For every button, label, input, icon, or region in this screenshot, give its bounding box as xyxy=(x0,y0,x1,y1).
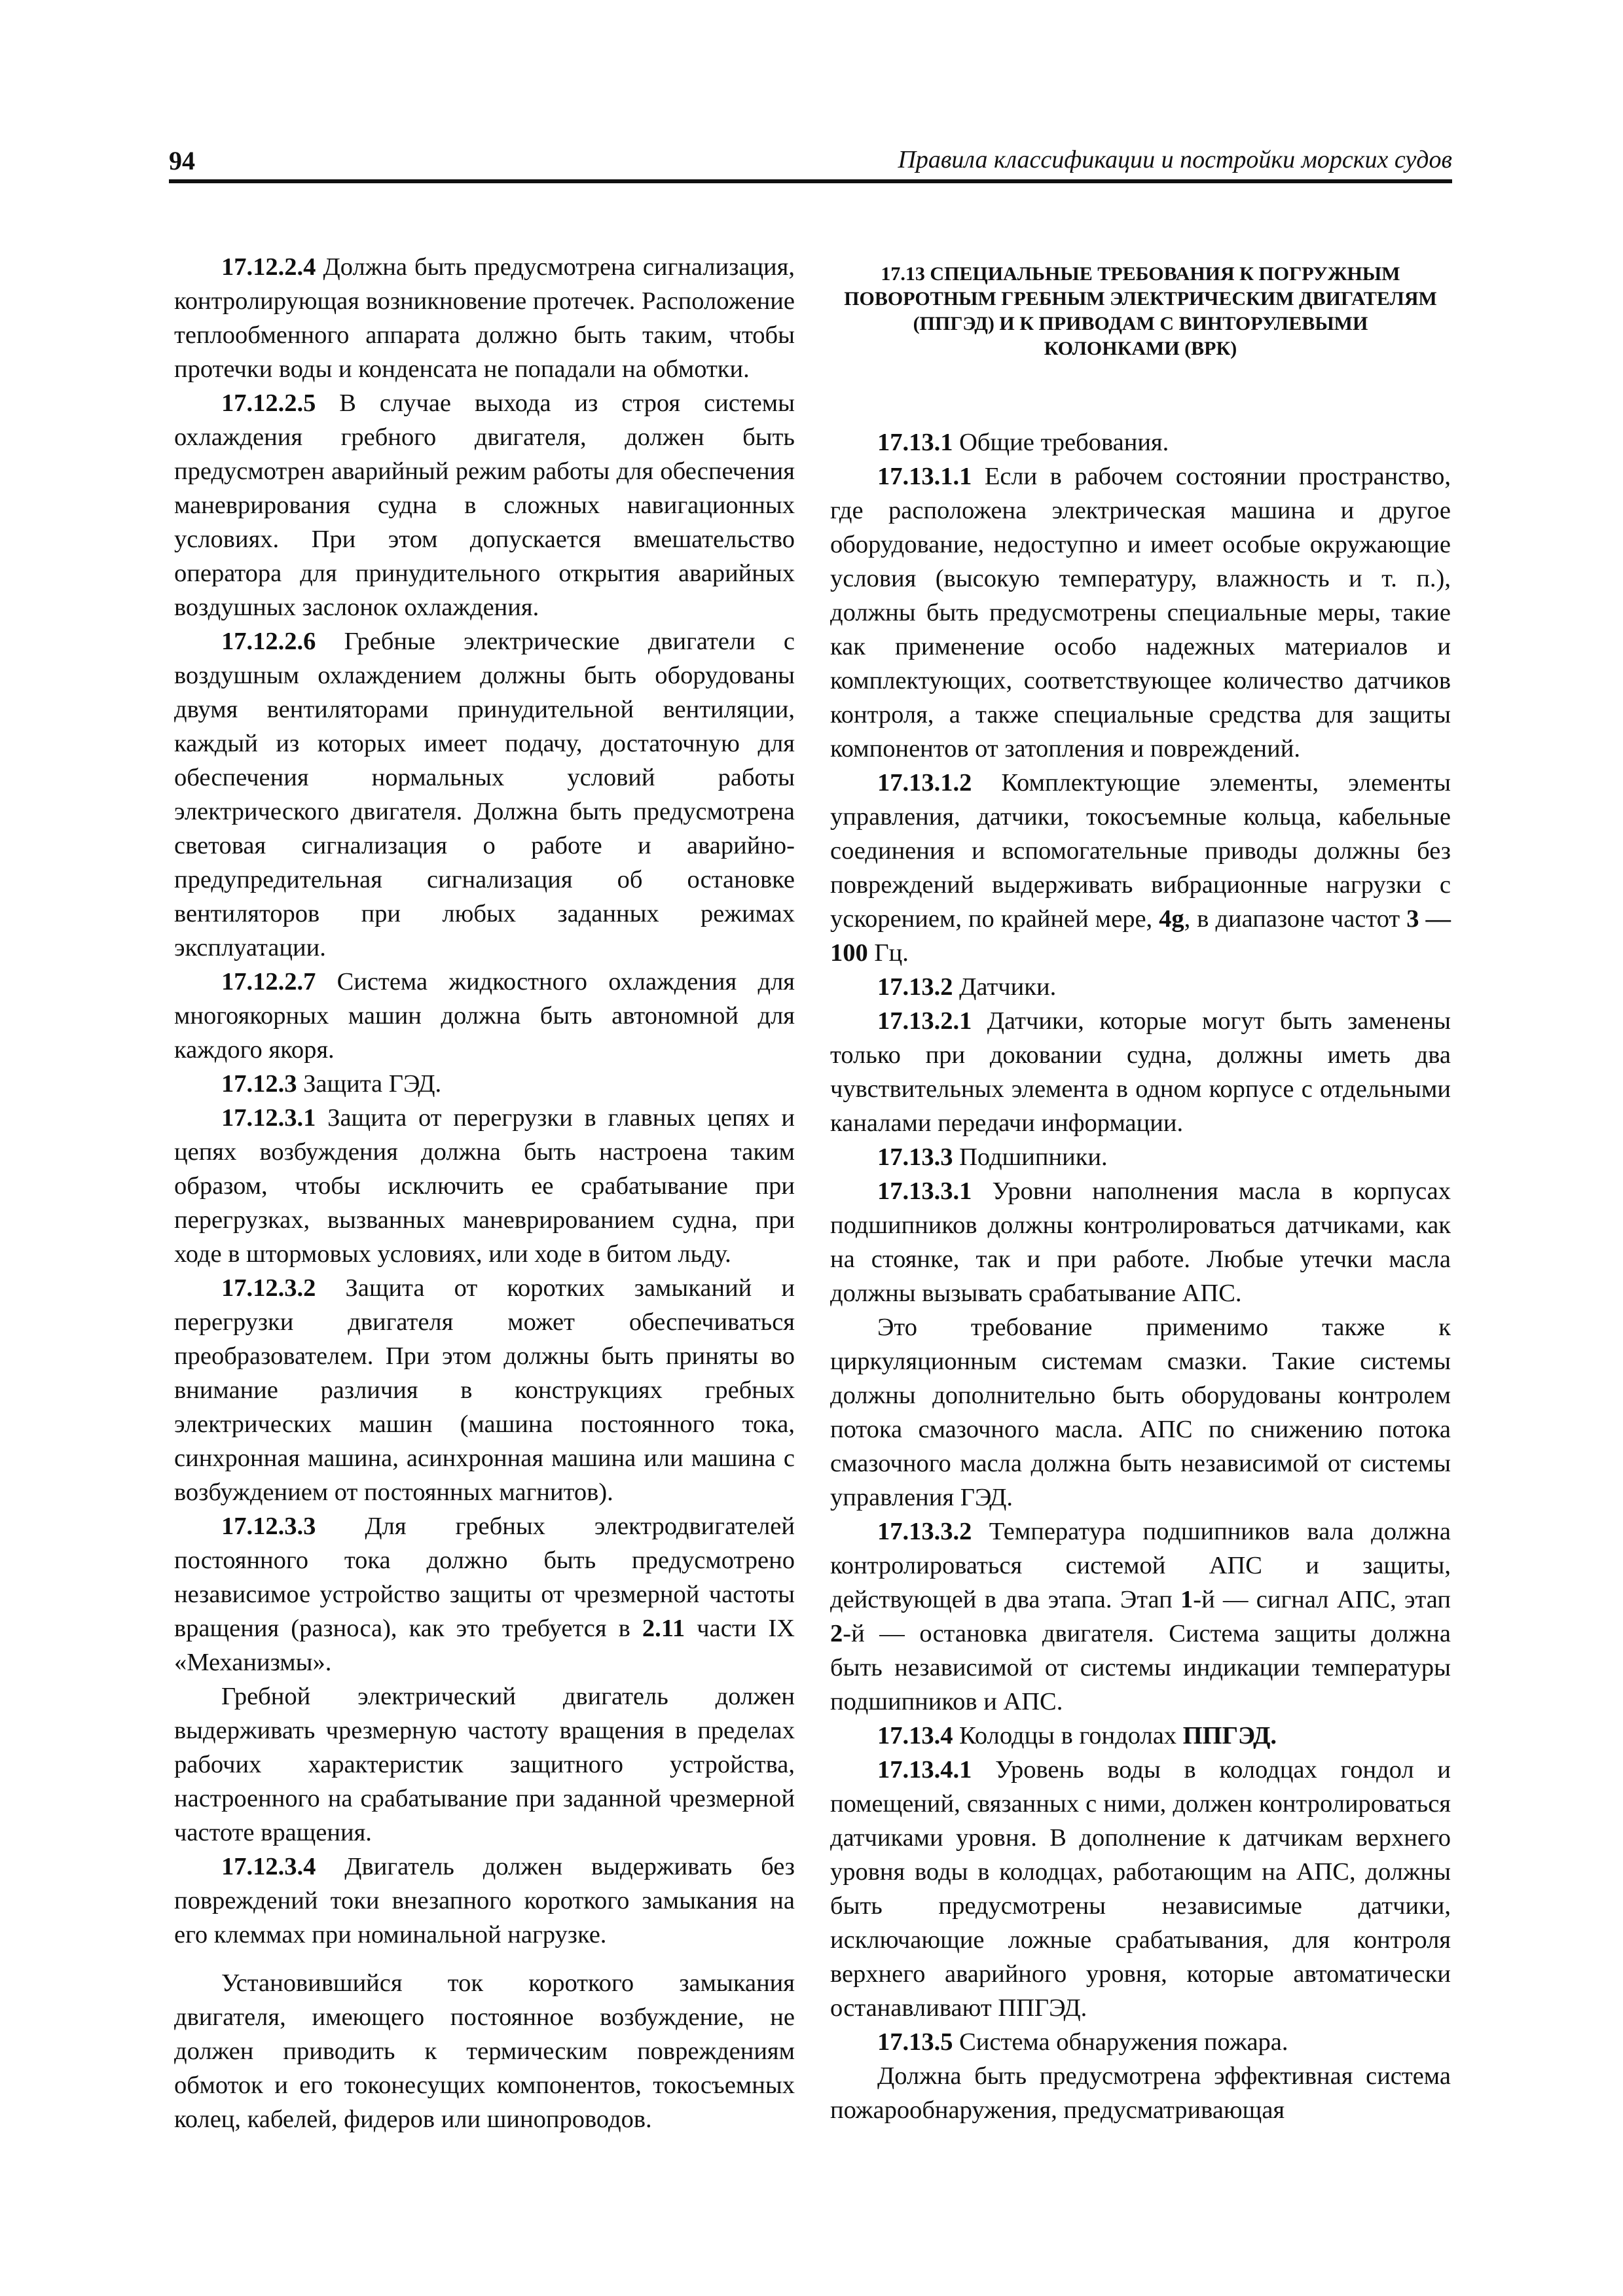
stage-number: 1 xyxy=(1180,1586,1194,1613)
clause-number: 17.12.2.7 xyxy=(221,968,316,996)
clause-text: Уровень воды в колодцах гондол и помещений, связанных с ними, должен контролироваться датчиками уровня. В дополнение к датчикам верхнего уровня воды в колодцах, работающим на АПС, должны быть предусмотрены независимые датчики, исключающие ложные срабатывания, для контроля верхнего аварийного уровня, которые автоматически останавливают ППГЭД. xyxy=(830,1756,1451,2022)
paragraph-17-12-2-6 xyxy=(174,624,795,965)
clause-text: Двигатель должен выдерживать без повреждений токи внезапного короткого замыкания на его клеммах при номинальной нагрузке. xyxy=(174,1853,795,1948)
clause-number: 17.13.1.1 xyxy=(877,463,972,490)
paragraph-17-13-4-1 xyxy=(830,1753,1451,2025)
clause-text: , в диапазоне частот xyxy=(1184,905,1407,933)
paragraph-17-13-3-2 xyxy=(830,1515,1451,1719)
paragraph-17-13-5 xyxy=(830,2025,1451,2059)
clause-number: 17.12.3.4 xyxy=(221,1853,316,1880)
paragraph-fire-detection: Должна быть предусмотрена эффективная система пожарообнаружения, предусматривающая xyxy=(830,2062,1451,2124)
clause-text: части IX «Механизмы». xyxy=(174,1615,795,1676)
paragraph-17-12-3-3 xyxy=(174,1509,795,1679)
clause-text: Уровни наполнения масла в корпусах подшипников должны контролироваться датчиками, как на стоянке, так и при работе. Любые утечки масла должны вызывать срабатывание АПС. xyxy=(830,1177,1451,1307)
clause-text: Гц. xyxy=(867,939,909,967)
clause-text: -й — остановка двигателя. Система защиты должна быть независимой от системы индикации температуры подшипников и АПС. xyxy=(830,1620,1451,1715)
clause-number: 17.13.4.1 xyxy=(877,1756,972,1784)
paragraph-17-13-2-1 xyxy=(830,1004,1451,1140)
paragraph-17-12-3 xyxy=(174,1067,795,1101)
clause-text: Если в рабочем состоянии пространство, где расположена электрическая машина и другое оборудование, недоступно и имеет особые окружающие условия (высокую температуру, влажность и т. п.), должны быть предусмотрены специальные меры, такие как применение особо надежных материалов и комплектующих, соответствующее количество датчиков контроля, а также специальные средства для защиты компонентов от затопления и повреждений. xyxy=(830,463,1451,762)
paragraph-17-13-1-1 xyxy=(830,459,1451,766)
clause-number: 17.13.5 xyxy=(877,2028,953,2056)
paragraph-17-12-3-4 xyxy=(174,1850,795,1952)
paragraph-17-13-3 xyxy=(830,1140,1451,1174)
clause-number: 17.13.1 xyxy=(877,429,953,456)
paragraph-17-12-2-7 xyxy=(174,965,795,1067)
clause-text: Общие требования. xyxy=(953,429,1169,456)
left-column xyxy=(174,250,795,2136)
clause-number: 17.13.3.2 xyxy=(877,1518,972,1545)
paragraph-propulsion-motor-overspeed: Гребной электрический двигатель должен выдерживать чрезмерную частоту вращения в пределах рабочих характеристик защитного устройства, настроенного на срабатывание при заданной чрезмерной частоте вращения. xyxy=(174,1683,795,1846)
clause-text: Колодцы в гондолах xyxy=(953,1722,1183,1749)
paragraph-17-13-4 xyxy=(830,1719,1451,1753)
paragraph-17-12-3-2 xyxy=(174,1271,795,1509)
clause-text: Должна быть предусмотрена сигнализация, контролирующая возникновение протечек. Расположение теплообменного аппарата должно быть таким, чтобы протечки воды и конденсата не попадали на обмотки. xyxy=(174,253,795,383)
clause-number: 17.12.3.3 xyxy=(221,1513,316,1540)
clause-text-bold: ППГЭД. xyxy=(1182,1722,1277,1749)
paragraph-17-13-2 xyxy=(830,970,1451,1004)
clause-number: 17.12.3 xyxy=(221,1070,297,1098)
clause-text: В случае выхода из строя системы охлаждения гребного двигателя, должен быть предусмотрен аварийный режим работы для обеспечения маневрирования судна в сложных навигационных условиях. При этом допускается вмешательство оператора для принудительного открытия аварийных воздушных заслонок охлаждения. xyxy=(174,389,795,621)
clause-number: 17.12.3.1 xyxy=(221,1104,316,1132)
paragraph-circulating-lubrication: Это требование применимо также к циркуляционным системам смазки. Такие системы должны дополнительно быть оборудованы контролем потока смазочного масла. АПС по снижению потока смазочного масла должна быть независимой от системы управления ГЭД. xyxy=(830,1314,1451,1511)
paragraph-17-13-1 xyxy=(830,425,1451,459)
cross-reference: 2.11 xyxy=(642,1615,685,1642)
clause-text: Защита ГЭД. xyxy=(297,1070,442,1098)
clause-number: 17.13.2.1 xyxy=(877,1007,972,1035)
clause-number: 17.13.3 xyxy=(877,1143,953,1171)
clause-text: Гребные электрические двигатели с воздушным охлаждением должны быть оборудованы двумя вентиляторами принудительной вентиляции, каждый из которых имеет подачу, достаточную для обеспечения нормальных условий работы электрического двигателя. Должна быть предусмотрена световая сигнализация о работе и аварийно-предупредительная сигнализация об остановке вентиляторов при любых заданных режимах эксплуатации. xyxy=(174,628,795,961)
page-number: 94 xyxy=(169,146,195,175)
acceleration-value: 4g xyxy=(1159,905,1184,933)
clause-text: Датчики, которые могут быть заменены только при доковании судна, должны иметь два чувствительных элемента в одном корпусе с отдельными каналами передачи информации. xyxy=(830,1007,1451,1137)
section-title-17-13: 17.13 СПЕЦИАЛЬНЫЕ ТРЕБОВАНИЯ К ПОГРУЖНЫМ ПОВОРОТНЫМ ГРЕБНЫМ ЭЛЕКТРИЧЕСКИМ ДВИГАТЕЛЯМ (ППГЭД) И К ПРИВОДАМ С ВИНТОРУЛЕВЫМИ КОЛОНКАМИ (ВРК) xyxy=(844,263,1437,359)
running-title: Правила классификации и постройки морских судов xyxy=(898,146,1452,173)
clause-number: 17.13.3.1 xyxy=(877,1177,972,1205)
clause-number: 17.12.2.5 xyxy=(221,389,316,417)
paragraph-17-12-2-4 xyxy=(174,250,795,386)
clause-text: Защита от перегрузки в главных цепях и цепях возбуждения должна быть настроена таким образом, чтобы исключить ее срабатывание при перегрузках, вызванных маневрированием судна, при ходе в штормовых условиях, или ходе в битом льду. xyxy=(174,1104,795,1268)
paragraph-17-13-3-1 xyxy=(830,1174,1451,1310)
right-column xyxy=(830,250,1451,2127)
clause-number: 17.12.2.6 xyxy=(221,628,316,655)
clause-text: Система обнаружения пожара. xyxy=(953,2028,1288,2056)
clause-text: Подшипники. xyxy=(953,1143,1108,1171)
clause-number: 17.13.1.2 xyxy=(877,769,972,797)
paragraph-17-12-2-5 xyxy=(174,386,795,624)
paragraph-steady-short-circuit: Установившийся ток короткого замыкания двигателя, имеющего постоянное возбуждение, не должен приводить к термическим повреждениям обмоток и его токонесущих компонентов, токосъемных колец, кабелей, фидеров или шинопроводов. xyxy=(174,1969,795,2133)
clause-text: Система жидкостного охлаждения для многоякорных машин должна быть автономной для каждого якоря. xyxy=(174,968,795,1064)
clause-text: Температура подшипников вала должна контролироваться системой АПС и защиты, действующей в два этапа. Этап xyxy=(830,1518,1451,1613)
clause-number: 17.13.2 xyxy=(877,973,953,1001)
stage-number: 2 xyxy=(830,1620,843,1647)
clause-text: Для гребных электродвигателей постоянного тока должно быть предусмотрено независимое устройство защиты от чрезмерной частоты вращения (разноса), как это требуется в xyxy=(174,1513,795,1642)
clause-text: Защита от коротких замыканий и перегрузки двигателя может обеспечиваться преобразователем. При этом должны быть приняты во внимание различия в конструкциях гребных электрических машин (машина постоянного тока, синхронная машина, асинхронная машина или машина с возбуждением от постоянных магнитов). xyxy=(174,1274,795,1506)
clause-text: Комплектующие элементы, элементы управления, датчики, токосъемные кольца, кабельные соединения и вспомогательные приводы должны без повреждений выдерживать вибрационные нагрузки с ускорением, по крайней мере, xyxy=(830,769,1451,933)
frequency-range: 3 — 100 xyxy=(830,905,1451,967)
clause-text: -й — сигнал АПС, этап xyxy=(1193,1586,1451,1613)
clause-number: 17.13.4 xyxy=(877,1722,953,1749)
page-header xyxy=(169,143,1452,183)
paragraph-17-13-1-2 xyxy=(830,766,1451,970)
clause-text: Датчики. xyxy=(953,973,1057,1001)
paragraph-17-12-3-1 xyxy=(174,1101,795,1271)
clause-number: 17.12.2.4 xyxy=(221,253,316,281)
clause-number: 17.12.3.2 xyxy=(221,1274,316,1302)
